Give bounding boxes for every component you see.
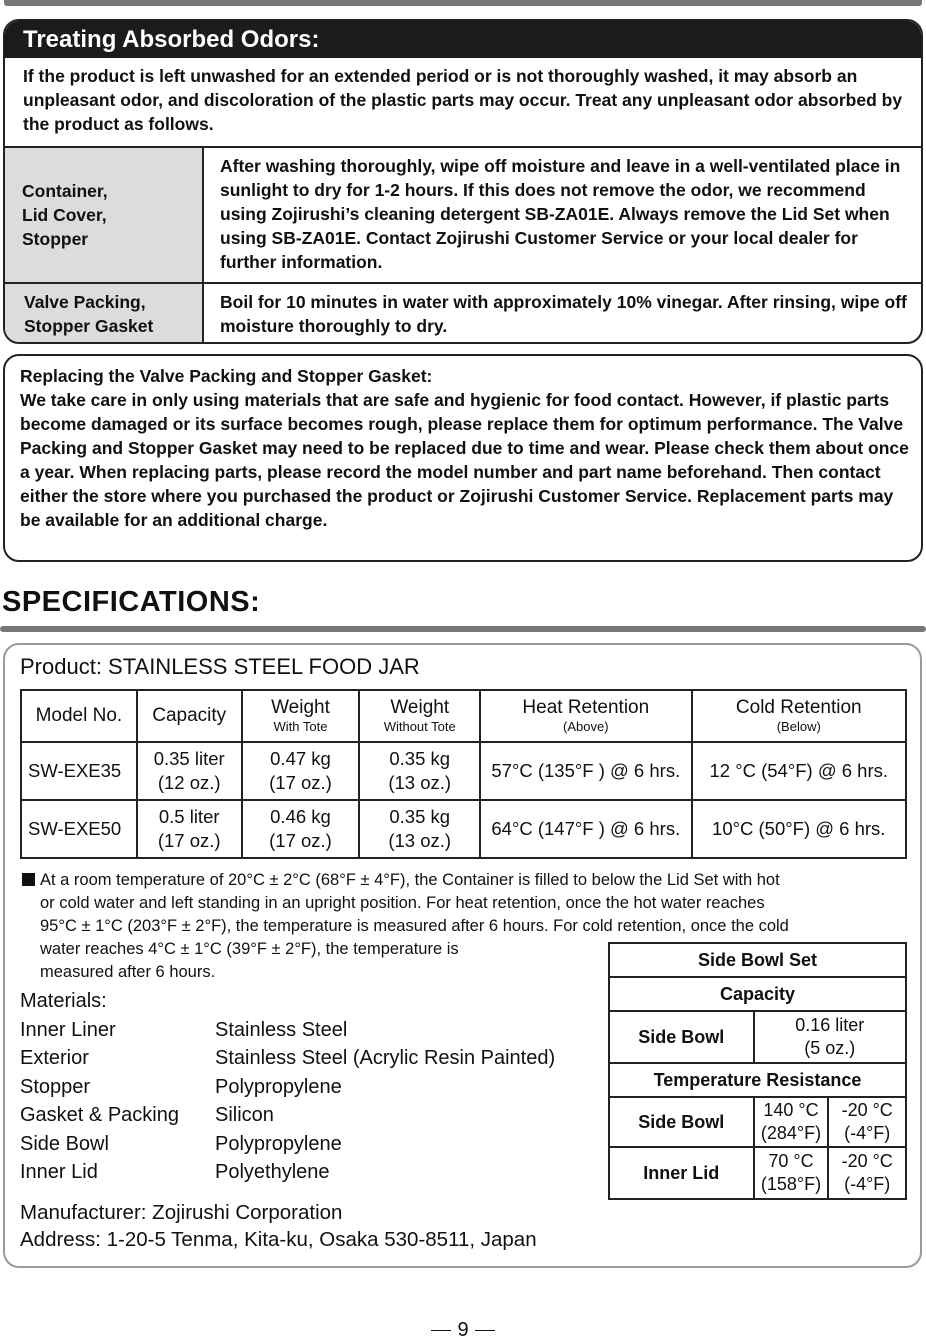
product-title: Product: STAINLESS STEEL FOOD JAR — [20, 654, 420, 679]
header-weight-without-tote: Weight Without Tote — [359, 690, 480, 742]
note-line: or cold water and left standing in an upright position. For heat retention, once the hot water reaches — [40, 894, 765, 912]
temperature-header: Temperature Resistance — [609, 1063, 906, 1097]
cell-heat-retention: 64°C (147°F ) @ 6 hrs. — [480, 800, 691, 858]
treating-row — [5, 148, 921, 284]
material-part: Inner Lid — [20, 1161, 98, 1183]
manufacturer-info — [20, 1199, 537, 1253]
replacing-parts-text: We take care in only using materials that are safe and hygienic for food contact. However, if plastic parts become damaged or its surface becomes rough, please replace them for optimum performance. The Valve Packing and Stopper Gasket may need to be replaced due to time and wear. Please check them about once a year. When replacing parts, please record the model number and part name beforehand. Then contact either the store where you purchased the product or Zojirushi Customer Service. Replacement parts may be available for an additional charge. — [20, 390, 909, 530]
top-rule — [4, 0, 922, 6]
manufacturer: Manufacturer: Zojirushi Corporation — [20, 1201, 343, 1224]
square-bullet-icon — [22, 873, 35, 886]
spec-table — [20, 689, 907, 859]
cell-model: SW-EXE50 — [21, 800, 137, 858]
material-name: Polypropylene — [215, 1075, 342, 1098]
dash-icon — [431, 1330, 451, 1332]
material-name: Stainless Steel (Acrylic Resin Painted) — [215, 1047, 556, 1069]
spec-table-header — [21, 690, 906, 742]
materials-list — [20, 987, 555, 1187]
table-row — [21, 800, 906, 858]
cell-capacity: 0.5 liter (17 oz.) — [137, 800, 242, 858]
header-heat-retention: Heat Retention (Above) — [480, 690, 691, 742]
address: Address: 1-20-5 Tenma, Kita-ku, Osaka 530-8511, Japan — [20, 1228, 537, 1251]
note-line: water reaches 4°C ± 1°C (39°F ± 2°F), the temperature is — [40, 940, 459, 958]
note-line: At a room temperature of 20°C ± 2°C (68°F ± 4°F), the Container is filled to below the Lid Set with hot — [40, 871, 780, 889]
materials-title: Materials: — [20, 990, 107, 1012]
cell-cold-retention: 10°C (50°F) @ 6 hrs. — [692, 800, 906, 858]
cell-weight-with-tote: 0.47 kg (17 oz.) — [242, 742, 360, 800]
header-model: Model No. — [21, 690, 137, 742]
temp-high: 70 °C (158°F) — [754, 1147, 829, 1199]
note-line: 95°C ± 1°C (203°F ± 2°F), the temperature is measured after 6 hours. For cold retention, once the cold — [40, 917, 789, 935]
treating-row — [5, 284, 921, 344]
dash-icon — [475, 1330, 495, 1332]
specifications-title: SPECIFICATIONS: — [2, 586, 261, 618]
cell-weight-with-tote: 0.46 kg (17 oz.) — [242, 800, 360, 858]
temp-high: 140 °C (284°F) — [754, 1097, 829, 1147]
cell-capacity: 0.35 liter (12 oz.) — [137, 742, 242, 800]
material-name: Polypropylene — [215, 1132, 342, 1155]
table-row — [609, 1147, 906, 1199]
material-part: Side Bowl — [20, 1132, 109, 1155]
temp-low: -20 °C (-4°F) — [828, 1147, 906, 1199]
specifications-rule — [0, 626, 926, 632]
header-cold-retention: Cold Retention (Below) — [692, 690, 906, 742]
table-row — [609, 1097, 906, 1147]
cell-model: SW-EXE35 — [21, 742, 137, 800]
material-name: Silicon — [215, 1104, 274, 1126]
material-part: Gasket & Packing — [20, 1104, 179, 1126]
material-part: Exterior — [20, 1047, 89, 1069]
cell-heat-retention: 57°C (135°F ) @ 6 hrs. — [480, 742, 691, 800]
material-part: Stopper — [20, 1075, 91, 1098]
side-bowl-table — [608, 942, 907, 1200]
cell-cold-retention: 12 °C (54°F) @ 6 hrs. — [692, 742, 906, 800]
material-name: Stainless Steel — [215, 1018, 348, 1041]
side-bowl-title: Side Bowl Set — [609, 943, 906, 977]
material-row — [20, 1158, 555, 1187]
treating-row-label: Valve Packing, Stopper Gasket — [5, 284, 204, 344]
page-number: 9 — [0, 1319, 926, 1342]
treating-odors-title: Treating Absorbed Odors: — [5, 21, 921, 58]
capacity-header: Capacity — [609, 977, 906, 1011]
treating-row-label: Container, Lid Cover, Stopper — [5, 148, 204, 282]
side-bowl-capacity: 0.16 liter (5 oz.) — [754, 1011, 906, 1063]
table-row — [21, 742, 906, 800]
material-row — [20, 1016, 555, 1045]
table-row — [609, 1011, 906, 1063]
side-bowl-label: Side Bowl — [609, 1011, 754, 1063]
header-capacity: Capacity — [137, 690, 242, 742]
treating-row-text: Boil for 10 minutes in water with approximately 10% vinegar. After rinsing, wipe off moisture thoroughly to dry. — [220, 292, 907, 336]
material-row — [20, 1073, 555, 1102]
treating-row-text: After washing thoroughly, wipe off moisture and leave in a well-ventilated place in sunlight to dry for 1-2 hours. If this does not remove the odor, we recommend using Zojirushi’s cleaning detergent SB-ZA01E. Always remove the Lid Set when using SB-ZA01E. Contact Zojirushi Customer Service or your local dealer for further information. — [220, 156, 901, 272]
material-row — [20, 1130, 555, 1159]
header-weight-with-tote: Weight With Tote — [242, 690, 360, 742]
material-row — [20, 1044, 555, 1073]
note-line: measured after 6 hours. — [40, 963, 216, 981]
temp-low: -20 °C (-4°F) — [828, 1097, 906, 1147]
cell-weight-without-tote: 0.35 kg (13 oz.) — [359, 742, 480, 800]
replacing-parts-box — [3, 354, 923, 562]
treating-odors-intro: If the product is left unwashed for an extended period or is not thoroughly washed, it may absorb an unpleasant odor, and discoloration of the plastic parts may occur. Treat any unpleasant odor absorbed by the product as follows. — [5, 58, 921, 148]
cell-weight-without-tote: 0.35 kg (13 oz.) — [359, 800, 480, 858]
replacing-parts-title: Replacing the Valve Packing and Stopper Gasket: — [20, 366, 433, 386]
material-row — [20, 1101, 555, 1130]
temp-row-label: Inner Lid — [609, 1147, 754, 1199]
material-part: Inner Liner — [20, 1018, 116, 1041]
temp-row-label: Side Bowl — [609, 1097, 754, 1147]
material-name: Polyethylene — [215, 1161, 330, 1183]
treating-odors-box — [3, 19, 923, 344]
